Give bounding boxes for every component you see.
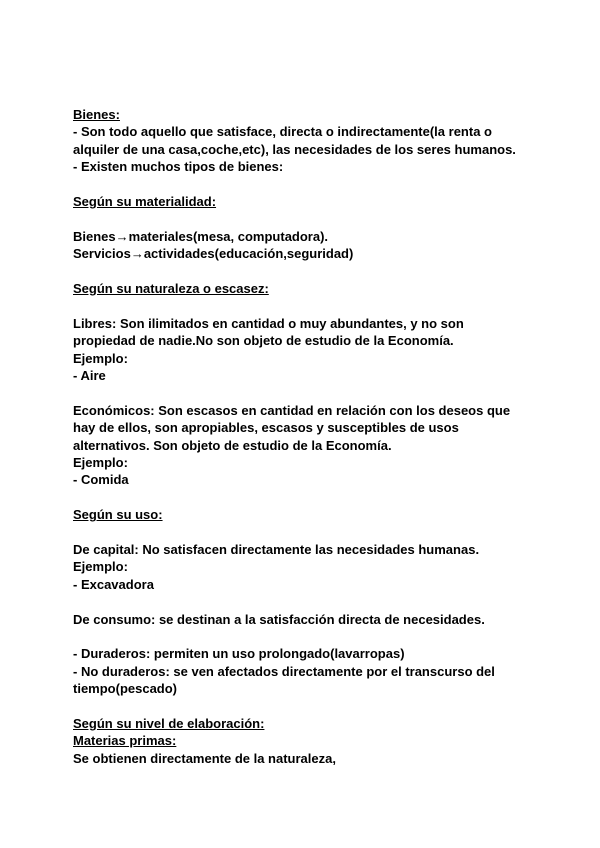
text-line: alquiler de una casa,coche,etc), las necesidades de los seres humanos. xyxy=(73,141,516,157)
text-line: - No duraderos: se ven afectados directamente por el transcurso del xyxy=(73,663,495,679)
text-line: Servicios→actividades(educación,seguridad) xyxy=(73,246,354,262)
text-line: Económicos: Son escasos en cantidad en relación con los deseos que xyxy=(73,402,511,418)
blank-line xyxy=(73,593,573,610)
text-line: hay de ellos, son apropiables, escasos y susceptibles de usos xyxy=(73,420,459,436)
text-line: - Son todo aquello que satisface, directa o indirectamente(la renta o xyxy=(73,124,492,140)
blank-line xyxy=(73,489,573,506)
blank-line xyxy=(73,297,573,314)
blank-line xyxy=(73,210,573,227)
section-heading: Según su uso: xyxy=(73,507,163,523)
text-line: - Comida xyxy=(73,472,129,488)
text-line: De capital: No satisfacen directamente las necesidades humanas. xyxy=(73,542,480,558)
blank-line xyxy=(73,698,573,715)
text-line: De consumo: se destinan a la satisfacción directa de necesidades. xyxy=(73,611,485,627)
text-line: tiempo(pescado) xyxy=(73,681,178,697)
text-line: - Duraderos: permiten un uso prolongado(lavarropas) xyxy=(73,646,405,662)
section-heading: Bienes: xyxy=(73,107,120,122)
text-line: Libres: Son ilimitados en cantidad o muy abundantes, y no son xyxy=(73,315,464,331)
blank-line xyxy=(73,263,573,280)
text-line: alternativos. Son objeto de estudio de la Economía. xyxy=(73,437,392,453)
text-line: propiedad de nadie.No son objeto de estudio de la Economía. xyxy=(73,333,454,349)
section-heading: Según su materialidad: xyxy=(73,194,217,210)
document-body xyxy=(73,106,573,767)
text-line: - Excavadora xyxy=(73,576,154,592)
blank-line xyxy=(73,384,573,401)
text-line: Bienes→materiales(mesa, computadora). xyxy=(73,228,329,244)
text-line: Ejemplo: xyxy=(73,559,128,575)
blank-line xyxy=(73,628,573,645)
section-heading: Materias primas: xyxy=(73,733,177,749)
section-heading: Según su naturaleza o escasez: xyxy=(73,281,269,297)
blank-line xyxy=(73,524,573,541)
text-line: - Existen muchos tipos de bienes: xyxy=(73,159,284,175)
text-line: - Aire xyxy=(73,368,106,384)
document-page xyxy=(73,106,573,767)
section-heading: Según su nivel de elaboración: xyxy=(73,716,265,732)
text-line: Se obtienen directamente de la naturaleza, xyxy=(73,750,336,766)
text-line: Ejemplo: xyxy=(73,455,128,471)
blank-line xyxy=(73,176,573,193)
text-line: Ejemplo: xyxy=(73,350,128,366)
